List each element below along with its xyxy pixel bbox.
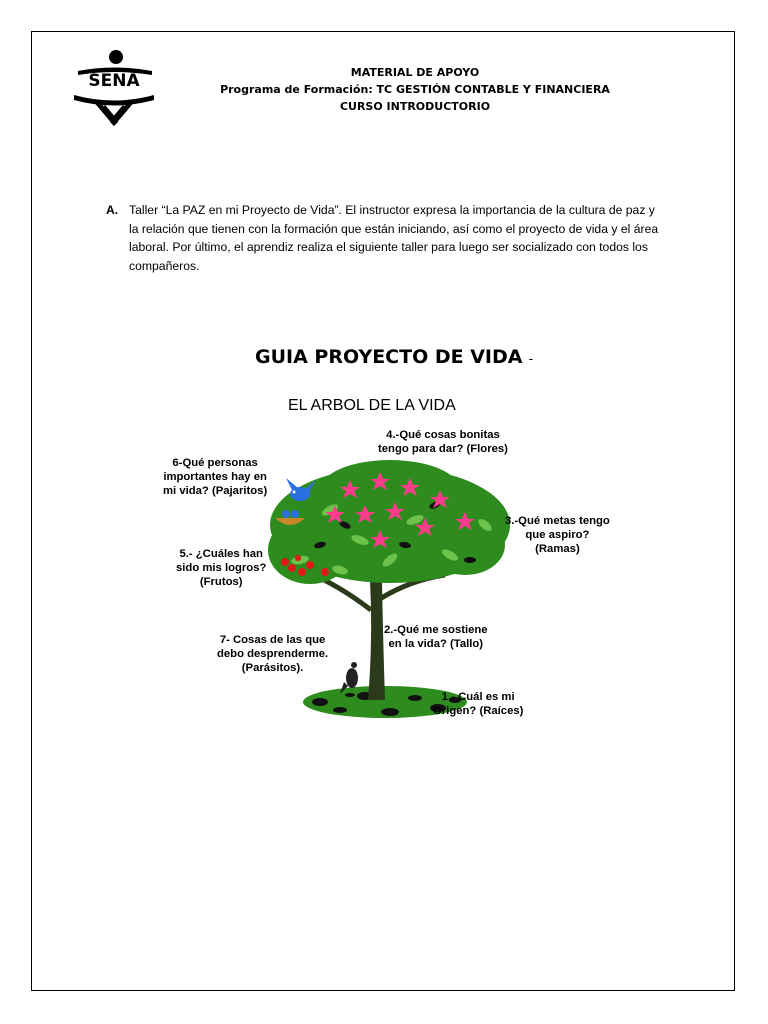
sena-logo: [70, 48, 156, 128]
tree-illustration: [240, 450, 550, 725]
svg-text:SENA: SENA: [88, 71, 140, 91]
header-title: MATERIAL DE APOYO: [350, 66, 480, 79]
label-branches: 3.-Qué metas tengo que aspiro? (Ramas): [505, 515, 610, 555]
label-fruits: 5.- ¿Cuáles han sido mis logros? (Frutos): [176, 548, 267, 588]
section-text: Taller “La PAZ en mi Proyecto de Vida”. El instructor expresa la importancia de la cultura de paz y la relación que tienen con la formación que están iniciando, así como el proyecto de vida y el área laboral. Por último, el aprendiz realiza el siguiente taller para luego ser socializado con todos los compañeros.: [129, 203, 659, 273]
label-roots: 1.- Cuál es mi Origen? (Raíces): [433, 691, 524, 717]
guide-title-dash: -: [528, 352, 534, 367]
label-flowers: 4.-Qué cosas bonitas tengo para dar? (Flores): [378, 429, 508, 455]
label-trunk: 2.-Qué me sostiene en la vida? (Tallo): [384, 624, 488, 650]
section-letter: A.: [106, 203, 119, 217]
guide-title-text: GUIA PROYECTO DE VIDA: [255, 346, 523, 368]
tree-subtitle: EL ARBOL DE LA VIDA: [288, 397, 456, 414]
guide-title: [255, 346, 533, 368]
header-program: Programa de Formación: TC GESTIÓN CONTABLE Y FINANCIERA: [220, 83, 610, 96]
tree-canopy: [268, 460, 510, 584]
label-parasites: 7- Cosas de las que debo desprenderme. (Parásitos).: [217, 634, 329, 674]
document-header: [200, 64, 630, 115]
label-birds: 6-Qué personas importantes hay en mi vida? (Pajaritos): [163, 457, 268, 497]
header-course: CURSO INTRODUCTORIO: [339, 100, 491, 113]
